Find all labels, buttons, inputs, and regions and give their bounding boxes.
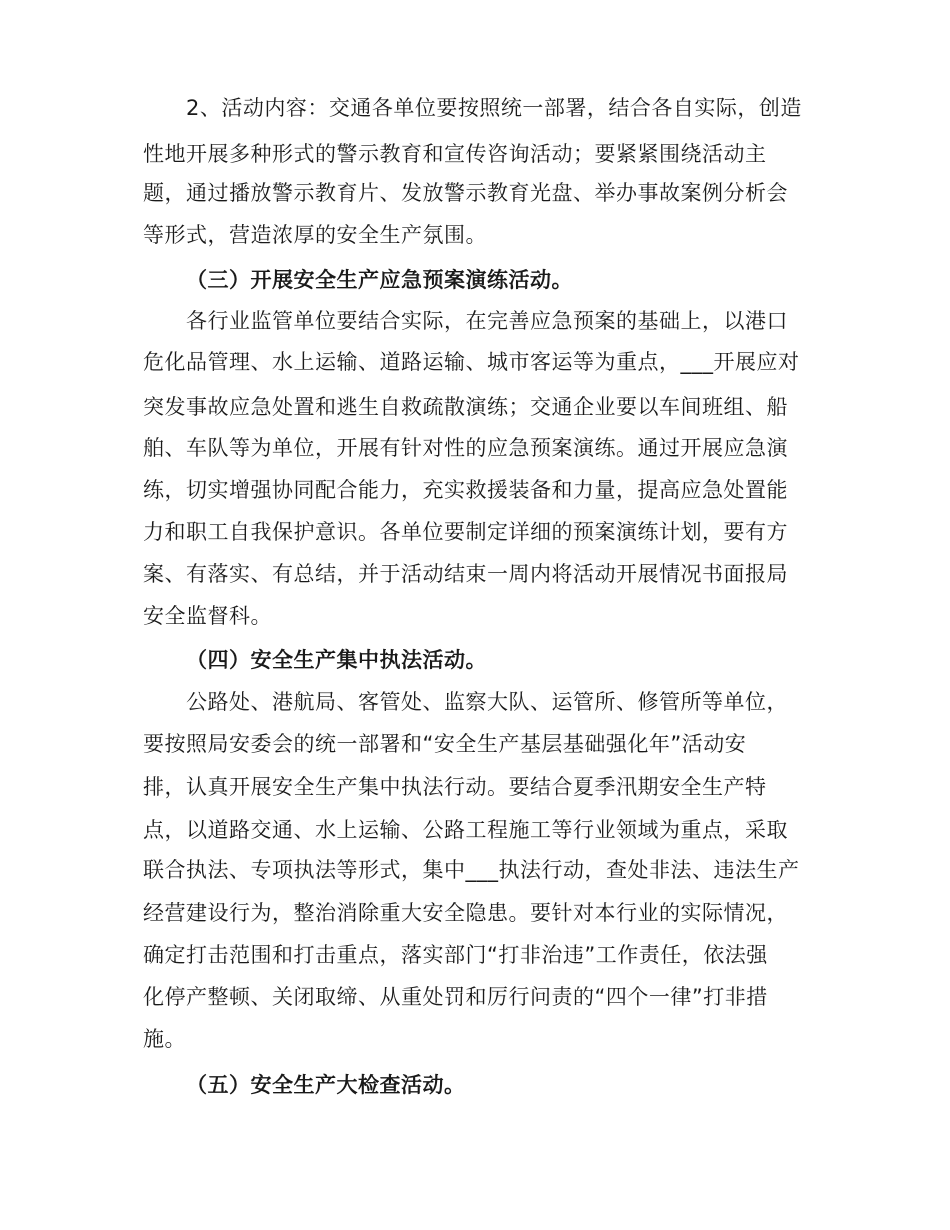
paragraph-line: 舶、车队等为单位，开展有针对性的应急预案演练。通过开展应急演: [143, 436, 788, 460]
paragraph-line: 施。: [143, 1027, 186, 1051]
paragraph-line: 案、有落实、有总结，并于活动结束一周内将活动开展情况书面报局: [143, 562, 788, 586]
paragraph-line: 危化品管理、水上运输、道路运输、城市客运等为重点，___开展应对: [143, 350, 800, 374]
paragraph-line: 各行业监管单位要结合实际，在完善应急预案的基础上，以港口: [186, 309, 788, 333]
paragraph-line: 联合执法、专项执法等形式，集中___执法行动，查处非法、违法生产: [143, 858, 800, 882]
paragraph-line: 2、活动内容：交通各单位要按照统一部署，结合各自实际，创造: [186, 96, 802, 120]
paragraph-line: 安全监督科。: [143, 604, 272, 628]
paragraph-line: 确定打击范围和打击重点，落实部门“打非治违”工作责任，依法强: [143, 943, 768, 967]
paragraph-line: 力和职工自我保护意识。各单位要制定详细的预案演练计划，要有方: [143, 520, 788, 544]
paragraph-line: 等形式，营造浓厚的安全生产氛围。: [143, 223, 487, 247]
paragraph-line: 练，切实增强协同配合能力，充实救援装备和力量，提高应急处置能: [143, 478, 788, 502]
paragraph-line: 公路处、港航局、客管处、监察大队、运管所、修管所等单位，: [186, 690, 788, 714]
paragraph-line: 化停产整顿、关闭取缔、从重处罚和厉行问责的“四个一律”打非措: [143, 985, 768, 1009]
paragraph-line: 题，通过播放警示教育片、发放警示教育光盘、举办事故案例分析会: [143, 181, 788, 205]
paragraph-line: 经营建设行为，整治消除重大安全隐患。要针对本行业的实际情况，: [143, 901, 788, 925]
section-heading: （五）安全生产大检查活动。: [186, 1073, 466, 1097]
paragraph-line: 要按照局安委会的统一部署和“安全生产基层基础强化年”活动安: [143, 732, 747, 756]
paragraph-line: 点，以道路交通、水上运输、公路工程施工等行业领域为重点，采取: [143, 818, 788, 842]
section-heading: （四）安全生产集中执法活动。: [186, 648, 487, 672]
paragraph-line: 性地开展多种形式的警示教育和宣传咨询活动；要紧紧围绕活动主: [143, 142, 767, 166]
paragraph-line: 排，认真开展安全生产集中执法行动。要结合夏季汛期安全生产特: [143, 775, 767, 799]
paragraph-line: 突发事故应急处置和逃生自救疏散演练；交通企业要以车间班组、船: [143, 395, 788, 419]
section-heading: （三）开展安全生产应急预案演练活动。: [186, 268, 573, 292]
